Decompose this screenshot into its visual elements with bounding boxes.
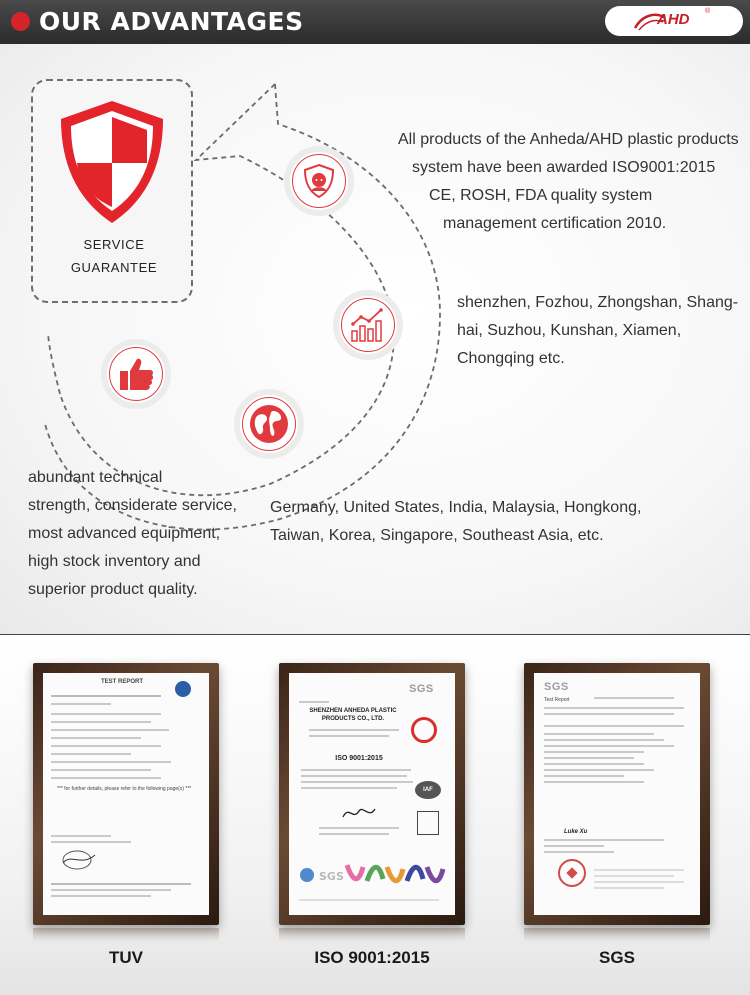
shield-label-line2: GUARANTEE <box>70 260 158 275</box>
frame-reflection <box>279 928 465 942</box>
cities-line-2: hai, Suzhou, Kunshan, Xiamen, <box>457 322 682 339</box>
certificate-paper <box>289 673 455 915</box>
sgs-signature: Luke Xu <box>564 829 588 835</box>
section-divider <box>0 634 750 635</box>
frame-reflection <box>524 928 710 942</box>
page-title: OUR ADVANTAGES <box>39 7 304 36</box>
strengths-line-4: high stock inventory and <box>28 553 201 570</box>
svg-text:SGS: SGS <box>319 870 344 883</box>
globe-badge <box>234 389 304 459</box>
strengths-line-1: abundant technical <box>28 469 163 486</box>
badge-ring <box>242 397 296 451</box>
sgs-logo: SGS <box>544 681 569 693</box>
certification-line-4: management certification 2010. <box>443 215 667 232</box>
certificate-frame-iso[interactable] <box>279 663 465 925</box>
strengths-line-5: superior product quality. <box>28 581 198 598</box>
growth-chart-badge <box>333 290 403 360</box>
customer-service-badge <box>284 146 354 216</box>
iaf-mark: IAF <box>415 781 441 799</box>
service-guarantee-card <box>31 79 193 303</box>
badge-ring <box>109 347 163 401</box>
badge-ring <box>292 154 346 208</box>
shield-icon <box>53 97 171 227</box>
test-report-heading: TEST REPORT <box>101 679 144 685</box>
certificate-frame-sgs[interactable] <box>524 663 710 925</box>
iso-standard: ISO 9001:2015 <box>335 755 383 762</box>
registered-mark: ® <box>705 8 711 15</box>
thumbs-up-badge <box>101 339 171 409</box>
certificate-caption-tuv: TUV <box>109 948 143 967</box>
countries-line-2: Taiwan, Korea, Singapore, Southeast Asia, etc. <box>270 527 604 544</box>
signature-stamp-icon <box>59 849 99 871</box>
certificate-paper <box>534 673 700 915</box>
tuv-foot-note: *** for further details, please refer to the following page(s) *** <box>57 786 192 792</box>
sgs-report-heading: Test Report <box>544 697 570 703</box>
strengths-line-2: strength, considerate service, <box>28 497 237 514</box>
ukas-mark-icon <box>417 811 439 835</box>
badge-ring <box>341 298 395 352</box>
iso-company-name: SHENZHEN ANHEDA PLASTIC PRODUCTS CO., LTD. <box>309 708 397 722</box>
header-bar <box>0 0 750 44</box>
certification-line-3: CE, ROSH, FDA quality system <box>429 187 653 204</box>
shield-label-line1: SERVICE <box>83 237 145 252</box>
certification-seal-icon <box>411 717 437 743</box>
brand-logo-text: AHD <box>657 11 690 28</box>
signature-icon <box>339 803 379 823</box>
sgs-logo: SGS <box>409 683 434 695</box>
frame-reflection <box>33 928 219 942</box>
strengths-line-3: most advanced equipment, <box>28 525 221 542</box>
official-stamp-icon <box>558 859 586 887</box>
header-bullet-icon <box>11 12 30 31</box>
certificate-frame-tuv[interactable] <box>33 663 219 925</box>
certification-line-2: system have been awarded ISO9001:2015 <box>412 159 716 176</box>
brand-logo[interactable] <box>605 6 743 36</box>
certificate-caption-sgs: SGS <box>599 948 635 967</box>
certification-line-1: All products of the Anheda/AHD plastic products <box>398 131 739 148</box>
cities-line-1: shenzhen, Fozhou, Zhongshan, Shang- <box>457 294 739 311</box>
tuv-seal-icon <box>175 681 191 697</box>
certificate-paper <box>43 673 209 915</box>
countries-line-1: Germany, United States, India, Malaysia, Hongkong, <box>270 499 642 516</box>
certificate-caption-iso: ISO 9001:2015 <box>314 948 430 967</box>
sgs-color-band-icon <box>297 857 447 891</box>
cities-line-3: Chongqing etc. <box>457 350 565 367</box>
